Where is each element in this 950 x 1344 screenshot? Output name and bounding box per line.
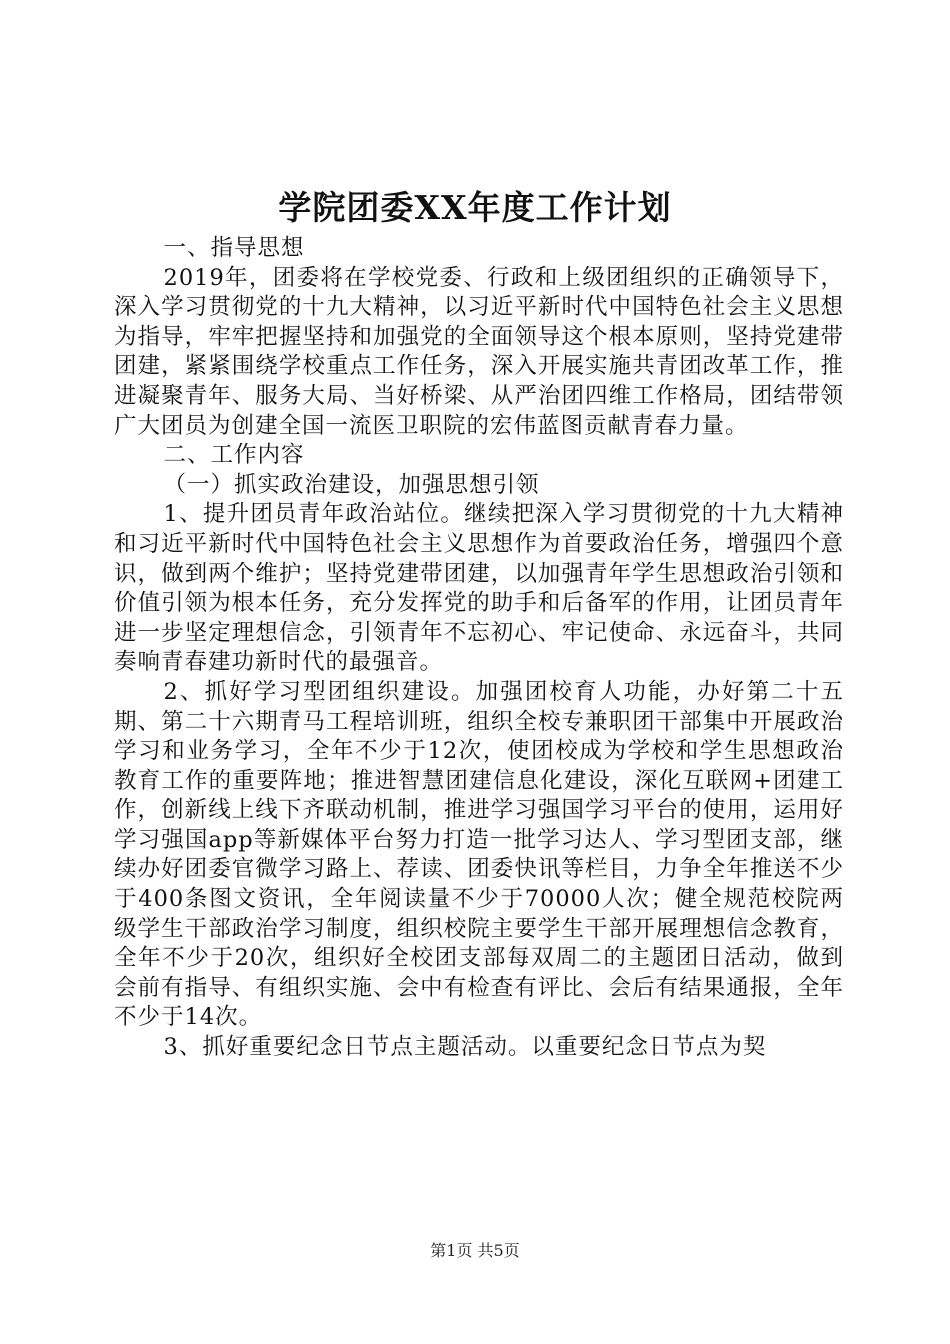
paragraph-item-1: 1、提升团员青年政治站位。继续把深入学习贯彻党的十九大精神和习近平新时代中国特色社会主义思想作为首要政治任务，增强四个意识，做到两个维护；坚持党建带团建，以加强青年学生思想政治引领和价值引领为根本任务，充分发挥党的助手和后备军的作用，让团员青年进一步坚定理想信念，引领青年不忘初心、牢记使命、永远奋斗，共同奏响青春建功新时代的最强音。 bbox=[114, 501, 844, 676]
paragraph-item-2: 2、抓好学习型团组织建设。加强团校育人功能，办好第二十五期、第二十六期青马工程培训班，组织全校专兼职团干部集中开展政治学习和业务学习，全年不少于12次，使团校成为学校和学生思想政治教育工作的重要阵地；推进智慧团建信息化建设，深化互联网+团建工作，创新线上线下齐联动机制，推进学习强国学习平台的使用，运用好学习强国app等新媒体平台努力打造一批学习达人、学习型团支部，继续办好团委官微学习路上、荐读、团委快讯等栏目，力争全年推送不少于400条图文资讯，全年阅读量不少于70000人次；健全规范校院两级学生干部政治学习制度，组织校院主要学生干部开展理想信念教育，全年不少于20次，组织好全校团支部每双周二的主题团日活动，做到会前有指导、有组织实施、会中有检查有评比、会后有结果通报，全年不少于14次。 bbox=[114, 678, 844, 1031]
document-title: 学院团委XX年度工作计划 bbox=[278, 188, 672, 227]
subsection-heading-political-building: （一）抓实政治建设，加强思想引领 bbox=[163, 471, 540, 498]
section-heading-guiding-ideology: 一、指导思想 bbox=[163, 235, 305, 261]
paragraph-guiding-ideology: 2019年，团委将在学校党委、行政和上级团组织的正确领导下，深入学习贯彻党的十九大精神，以习近平新时代中国特色社会主义思想为指导，牢牢把握坚持和加强党的全面领导这个根本原则，坚持党建带团建，紧紧围绕学校重点工作任务，深入开展实施共青团改革工作，推进凝聚青年、服务大局、当好桥梁、从严治团四维工作格局，团结带领广大团员为创建全国一流医卫职院的宏伟蓝图贡献青春力量。 bbox=[114, 264, 844, 439]
document-body bbox=[114, 234, 844, 1063]
page-number-footer: 第1页 共5页 bbox=[430, 1241, 520, 1260]
section-heading-work-content: 二、工作内容 bbox=[163, 442, 305, 469]
paragraph-item-3: 3、抓好重要纪念日节点主题活动。以重要纪念日节点为契 bbox=[163, 1034, 767, 1061]
